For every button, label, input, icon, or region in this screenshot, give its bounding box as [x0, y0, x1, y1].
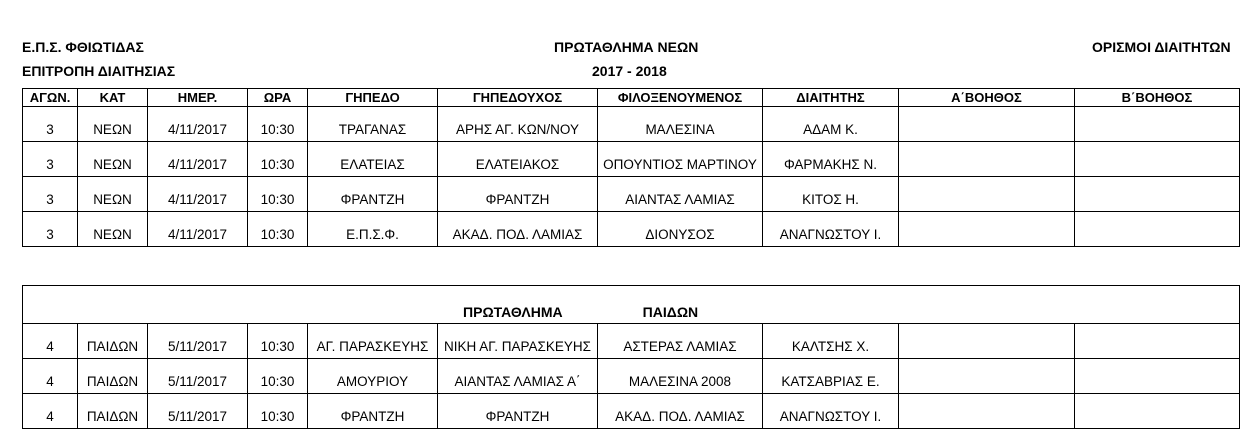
cell-time: 10:30 — [248, 212, 308, 247]
cell-home-team: ΑΡΗΣ ΑΓ. ΚΩΝ/ΝΟΥ — [438, 107, 598, 142]
championship-title: ΠΡΩΤΑΘΛΗΜΑ ΝΕΩΝ — [554, 39, 699, 55]
cell-category: ΝΕΩΝ — [78, 107, 148, 142]
col-header-assistant-b: Β΄ΒΟΗΘΟΣ — [1075, 89, 1240, 107]
cell-date: 5/11/2017 — [148, 394, 248, 429]
cell-date: 4/11/2017 — [148, 142, 248, 177]
cell-stadium: ΕΛΑΤΕΙΑΣ — [308, 142, 438, 177]
col-header-category: ΚΑΤ — [78, 89, 148, 107]
cell-home-team: ΦΡΑΝΤΖΗ — [438, 177, 598, 212]
paidon-title-right: ΠΑΙΔΩΝ — [642, 304, 699, 320]
cell-time: 10:30 — [248, 177, 308, 212]
cell-referee: ΚΙΤΟΣ Η. — [763, 177, 899, 212]
cell-stadium: ΑΜΟΥΡΙΟΥ — [308, 359, 438, 394]
table-row — [23, 107, 1240, 142]
cell-date: 4/11/2017 — [148, 107, 248, 142]
cell-stadium: ΤΡΑΓΑΝΑΣ — [308, 107, 438, 142]
cell-assistant-a — [899, 359, 1075, 394]
neon-table — [22, 88, 1240, 247]
cell-match-no: 4 — [23, 324, 78, 359]
cell-assistant-a — [899, 177, 1075, 212]
cell-home-team: ΦΡΑΝΤΖΗ — [438, 394, 598, 429]
cell-referee: ΚΑΛΤΣΗΣ Χ. — [763, 324, 899, 359]
cell-date: 4/11/2017 — [148, 177, 248, 212]
cell-assistant-b — [1075, 142, 1240, 177]
col-header-stadium: ΓΗΠΕΔΟ — [308, 89, 438, 107]
cell-category: ΝΕΩΝ — [78, 142, 148, 177]
col-header-away: ΦΙΛΟΞΕΝΟΥΜΕΝΟΣ — [598, 89, 763, 107]
cell-assistant-b — [1075, 212, 1240, 247]
cell-stadium: ΦΡΑΝΤΖΗ — [308, 394, 438, 429]
col-header-assistant-a: Α΄ΒΟΗΘΟΣ — [899, 89, 1075, 107]
cell-stadium: ΦΡΑΝΤΖΗ — [308, 177, 438, 212]
cell-time: 10:30 — [248, 142, 308, 177]
cell-time: 10:30 — [248, 324, 308, 359]
col-header-time: ΩΡΑ — [248, 89, 308, 107]
table-row — [23, 142, 1240, 177]
cell-time: 10:30 — [248, 107, 308, 142]
cell-category: ΠΑΙΔΩΝ — [78, 394, 148, 429]
table-row — [23, 359, 1240, 394]
cell-away-team: ΜΑΛΕΣΙΝΑ — [598, 107, 763, 142]
cell-match-no: 3 — [23, 107, 78, 142]
cell-away-team: ΔΙΟΝΥΣΟΣ — [598, 212, 763, 247]
cell-category: ΠΑΙΔΩΝ — [78, 324, 148, 359]
cell-stadium: ΑΓ. ΠΑΡΑΣΚΕΥΗΣ — [308, 324, 438, 359]
cell-date: 5/11/2017 — [148, 359, 248, 394]
header-row — [23, 89, 1240, 107]
cell-time: 10:30 — [248, 394, 308, 429]
cell-match-no: 3 — [23, 177, 78, 212]
cell-referee: ΑΝΑΓΝΩΣΤΟΥ Ι. — [763, 212, 899, 247]
committee-name: ΕΠΙΤΡΟΠΗ ΔΙΑΙΤΗΣΙΑΣ — [22, 63, 176, 79]
season: 2017 - 2018 — [592, 63, 667, 79]
cell-stadium: Ε.Π.Σ.Φ. — [308, 212, 438, 247]
cell-home-team: ΕΛΑΤΕΙΑΚΟΣ — [438, 142, 598, 177]
cell-match-no: 3 — [23, 212, 78, 247]
document-type: ΟΡΙΣΜΟΙ ΔΙΑΙΤΗΤΩΝ — [1092, 39, 1231, 55]
col-header-date: ΗΜΕΡ. — [148, 89, 248, 107]
cell-assistant-b — [1075, 177, 1240, 212]
cell-referee: ΑΝΑΓΝΩΣΤΟΥ Ι. — [763, 394, 899, 429]
cell-away-team: ΜΑΛΕΣΙΝΑ 2008 — [598, 359, 763, 394]
paidon-table — [22, 285, 1240, 429]
table-row — [23, 394, 1240, 429]
cell-home-team: ΑΙΑΝΤΑΣ ΛΑΜΙΑΣ Α΄ — [438, 359, 598, 394]
col-header-referee: ΔΙΑΙΤΗΤΗΣ — [763, 89, 899, 107]
cell-assistant-a — [899, 142, 1075, 177]
cell-home-team: ΝΙΚΗ ΑΓ. ΠΑΡΑΣΚΕΥΗΣ — [438, 324, 598, 359]
cell-away-team: ΑΙΑΝΤΑΣ ΛΑΜΙΑΣ — [598, 177, 763, 212]
cell-date: 4/11/2017 — [148, 212, 248, 247]
cell-referee: ΚΑΤΣΑΒΡΙΑΣ Ε. — [763, 359, 899, 394]
cell-time: 10:30 — [248, 359, 308, 394]
cell-referee: ΑΔΑΜ Κ. — [763, 107, 899, 142]
cell-away-team: ΑΚΑΔ. ΠΟΔ. ΛΑΜΙΑΣ — [598, 394, 763, 429]
cell-assistant-b — [1075, 324, 1240, 359]
cell-match-no: 4 — [23, 394, 78, 429]
cell-assistant-b — [1075, 359, 1240, 394]
cell-category: ΝΕΩΝ — [78, 212, 148, 247]
col-header-match: ΑΓΩΝ. — [23, 89, 78, 107]
cell-assistant-a — [899, 394, 1075, 429]
cell-assistant-a — [899, 324, 1075, 359]
org-name: Ε.Π.Σ. ΦΘΙΩΤΙΔΑΣ — [22, 39, 144, 55]
cell-away-team: ΟΠΟΥΝΤΙΟΣ ΜΑΡΤΙΝΟΥ — [598, 142, 763, 177]
paidon-title-left: ΠΡΩΤΑΘΛΗΜΑ — [463, 304, 563, 320]
paidon-title-row — [23, 286, 1240, 324]
table-row — [23, 212, 1240, 247]
cell-match-no: 4 — [23, 359, 78, 394]
cell-assistant-b — [1075, 107, 1240, 142]
cell-category: ΠΑΙΔΩΝ — [78, 359, 148, 394]
cell-date: 5/11/2017 — [148, 324, 248, 359]
col-header-home: ΓΗΠΕΔΟΥΧΟΣ — [438, 89, 598, 107]
cell-assistant-a — [899, 212, 1075, 247]
cell-away-team: ΑΣΤΕΡΑΣ ΛΑΜΙΑΣ — [598, 324, 763, 359]
cell-match-no: 3 — [23, 142, 78, 177]
cell-assistant-b — [1075, 394, 1240, 429]
cell-referee: ΦΑΡΜΑΚΗΣ Ν. — [763, 142, 899, 177]
table-row — [23, 177, 1240, 212]
cell-home-team: ΑΚΑΔ. ΠΟΔ. ΛΑΜΙΑΣ — [438, 212, 598, 247]
table-row — [23, 324, 1240, 359]
cell-assistant-a — [899, 107, 1075, 142]
cell-category: ΝΕΩΝ — [78, 177, 148, 212]
